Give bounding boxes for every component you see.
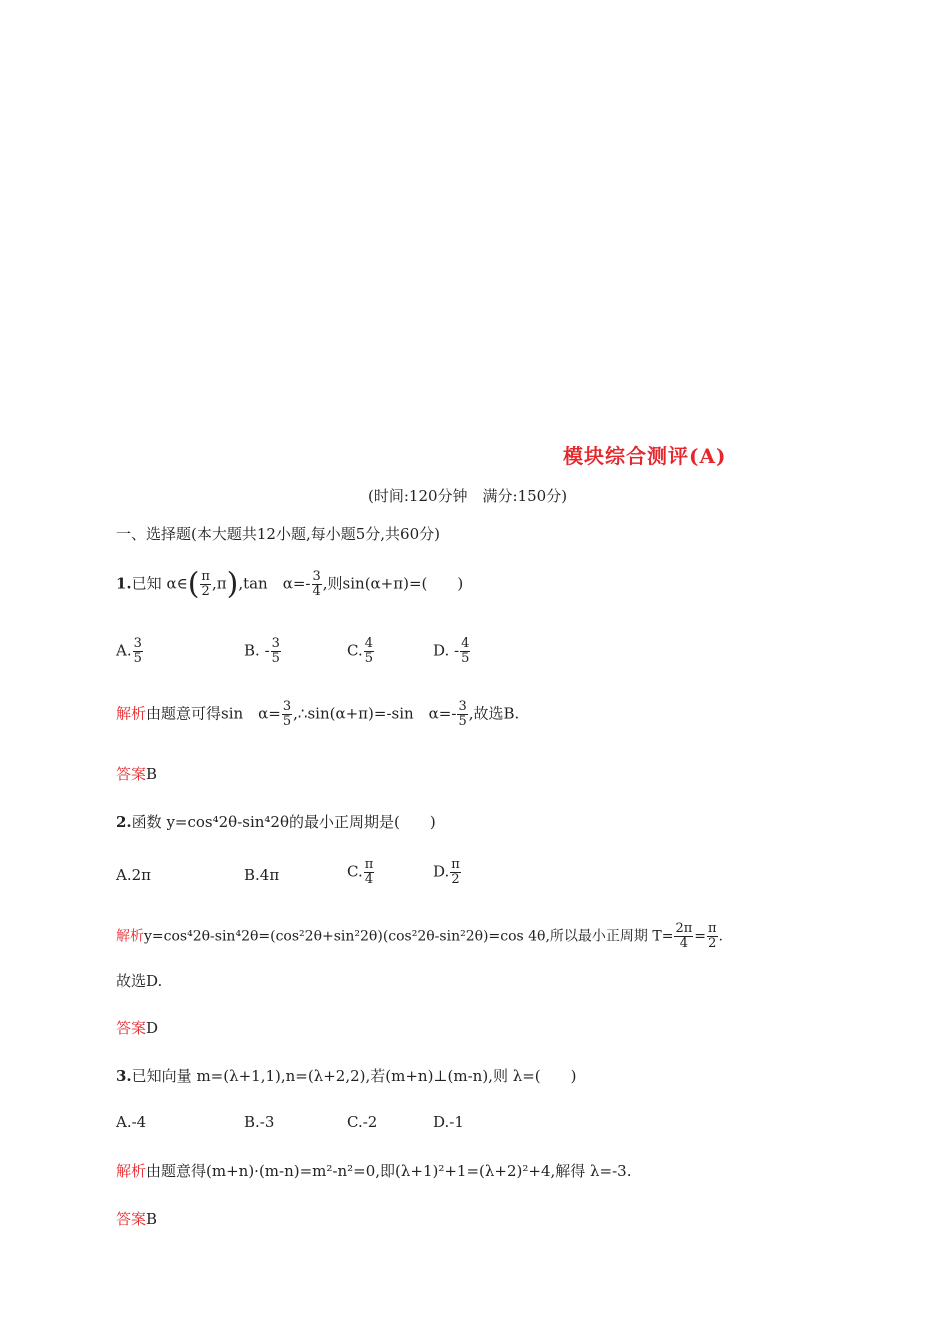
denominator: 2 xyxy=(708,936,717,951)
denominator: 4 xyxy=(364,872,374,887)
option-value: -3 xyxy=(259,1113,275,1131)
answer-2 xyxy=(116,1017,158,1038)
fraction xyxy=(707,922,718,951)
option-a[interactable] xyxy=(116,1113,146,1131)
option-b[interactable] xyxy=(244,637,282,666)
option-label: A. xyxy=(116,1113,132,1131)
question-number: 1. xyxy=(116,574,132,593)
analysis-3 xyxy=(116,1160,631,1181)
option-value: -1 xyxy=(449,1113,464,1131)
fraction xyxy=(364,858,375,887)
numerator: 3 xyxy=(458,699,467,714)
option-value: 4π xyxy=(259,866,280,884)
option-label: D. xyxy=(433,862,450,881)
option-d[interactable] xyxy=(433,858,462,887)
numerator: π xyxy=(364,857,374,872)
denominator: 2 xyxy=(201,584,210,599)
denominator: 4 xyxy=(312,584,321,599)
denominator: 5 xyxy=(271,651,280,666)
option-a[interactable] xyxy=(116,866,151,884)
numerator: 3 xyxy=(133,636,142,651)
option-label: C. xyxy=(347,641,363,660)
answer-label: 答案 xyxy=(116,1210,147,1228)
sign: - xyxy=(264,641,270,660)
sign: - xyxy=(454,641,460,660)
exam-info: (时间:120分钟 满分:150分) xyxy=(368,487,568,505)
option-a[interactable] xyxy=(116,637,144,666)
question-text: 函数 y=cos⁴2θ-sin⁴2θ的最小正周期是( ) xyxy=(131,813,436,831)
fraction xyxy=(133,637,143,666)
analysis-label: 解析 xyxy=(116,928,144,945)
answer-1 xyxy=(116,763,157,784)
analysis-1 xyxy=(116,700,519,729)
numerator: π xyxy=(708,921,717,936)
option-c[interactable] xyxy=(347,1113,377,1131)
numerator: 3 xyxy=(312,569,321,584)
analysis-text: ,故选B. xyxy=(468,704,520,723)
period: . xyxy=(718,928,723,945)
section-heading: 一、选择题(本大题共12小题,每小题5分,共60分) xyxy=(116,525,440,543)
left-paren: ( xyxy=(187,566,200,602)
denominator: 5 xyxy=(461,651,470,666)
option-c[interactable] xyxy=(347,637,375,666)
equals-sign: = xyxy=(694,928,706,945)
option-label: D. xyxy=(433,641,450,660)
numerator: π xyxy=(201,569,210,584)
fraction xyxy=(271,637,281,666)
fraction xyxy=(450,858,461,887)
option-label: B. xyxy=(244,641,260,660)
option-b[interactable] xyxy=(244,1113,274,1131)
question-text: ,tan α= xyxy=(238,574,306,593)
option-label: C. xyxy=(347,862,363,881)
analysis-2-line2: 故选D. xyxy=(116,972,163,990)
option-d[interactable] xyxy=(433,1113,464,1131)
answer-label: 答案 xyxy=(116,765,147,783)
denominator: 5 xyxy=(133,651,142,666)
question-text: 已知 α∈ xyxy=(131,574,188,593)
analysis-text: y=cos⁴2θ-sin⁴2θ=(cos²2θ+sin²2θ)(cos²2θ-sin²2θ)=cos 4θ,所以最小正周期 T= xyxy=(144,928,674,945)
option-label: C. xyxy=(347,1113,363,1131)
fraction xyxy=(674,922,693,951)
page-title: 模块综合测评(A) xyxy=(563,444,727,468)
option-d[interactable] xyxy=(433,637,471,666)
option-label: B. xyxy=(244,1113,260,1131)
option-label: B. xyxy=(244,866,260,884)
numerator: 2π xyxy=(675,921,693,936)
numerator: 4 xyxy=(364,636,373,651)
fraction xyxy=(200,570,211,599)
pi: π xyxy=(216,574,227,593)
denominator: 5 xyxy=(282,714,292,729)
analysis-label: 解析 xyxy=(116,1162,147,1180)
denominator: 5 xyxy=(364,651,373,666)
question-text: 已知向量 m=(λ+1,1),n=(λ+2,2),若(m+n)⊥(m-n),则 λ=( ) xyxy=(131,1067,577,1085)
fraction xyxy=(364,637,374,666)
analysis-text: 由题意可得sin α= xyxy=(146,704,281,723)
answer-label: 答案 xyxy=(116,1019,147,1037)
option-value: -4 xyxy=(131,1113,147,1131)
answer-3 xyxy=(116,1208,157,1229)
question-number: 3. xyxy=(116,1067,132,1085)
right-paren: ) xyxy=(226,566,239,602)
analysis-text: 由题意得(m+n)·(m-n)=m²-n²=0,即(λ+1)²+1=(λ+2)²+4,解得 λ=-3. xyxy=(146,1162,632,1180)
answer-value: D xyxy=(146,1019,159,1037)
numerator: 3 xyxy=(282,699,292,714)
question-1: 1.已知 α∈( $\frac{\pi}{2}$ ,π),tan α=- $\frac{3}{4}$ ,则sin(α+π)=( ) xyxy=(116,566,464,602)
numerator: π xyxy=(451,857,460,872)
fraction xyxy=(282,700,292,729)
option-value: 2π xyxy=(131,866,152,884)
option-value: -2 xyxy=(362,1113,378,1131)
question-number: 2. xyxy=(116,813,132,831)
question-2 xyxy=(116,811,436,832)
answer-value: B xyxy=(146,1210,158,1228)
fraction xyxy=(460,637,470,666)
question-3 xyxy=(116,1065,577,1086)
denominator: 2 xyxy=(451,872,460,887)
option-label: A. xyxy=(116,866,132,884)
numerator: 3 xyxy=(271,636,280,651)
fraction xyxy=(312,570,322,599)
option-label: D. xyxy=(433,1113,450,1131)
option-c[interactable] xyxy=(347,858,375,887)
option-label: A. xyxy=(116,641,132,660)
option-b[interactable] xyxy=(244,866,279,884)
answer-value: B xyxy=(146,765,158,783)
analysis-label: 解析 xyxy=(116,704,147,723)
question-text: ,则sin(α+π)=( ) xyxy=(322,574,464,593)
analysis-2 xyxy=(116,922,723,951)
numerator: 4 xyxy=(461,636,470,651)
fraction xyxy=(457,700,467,729)
analysis-text: ,∴sin(α+π)=-sin α=- xyxy=(293,704,457,723)
denominator: 4 xyxy=(679,936,688,951)
denominator: 5 xyxy=(458,714,467,729)
